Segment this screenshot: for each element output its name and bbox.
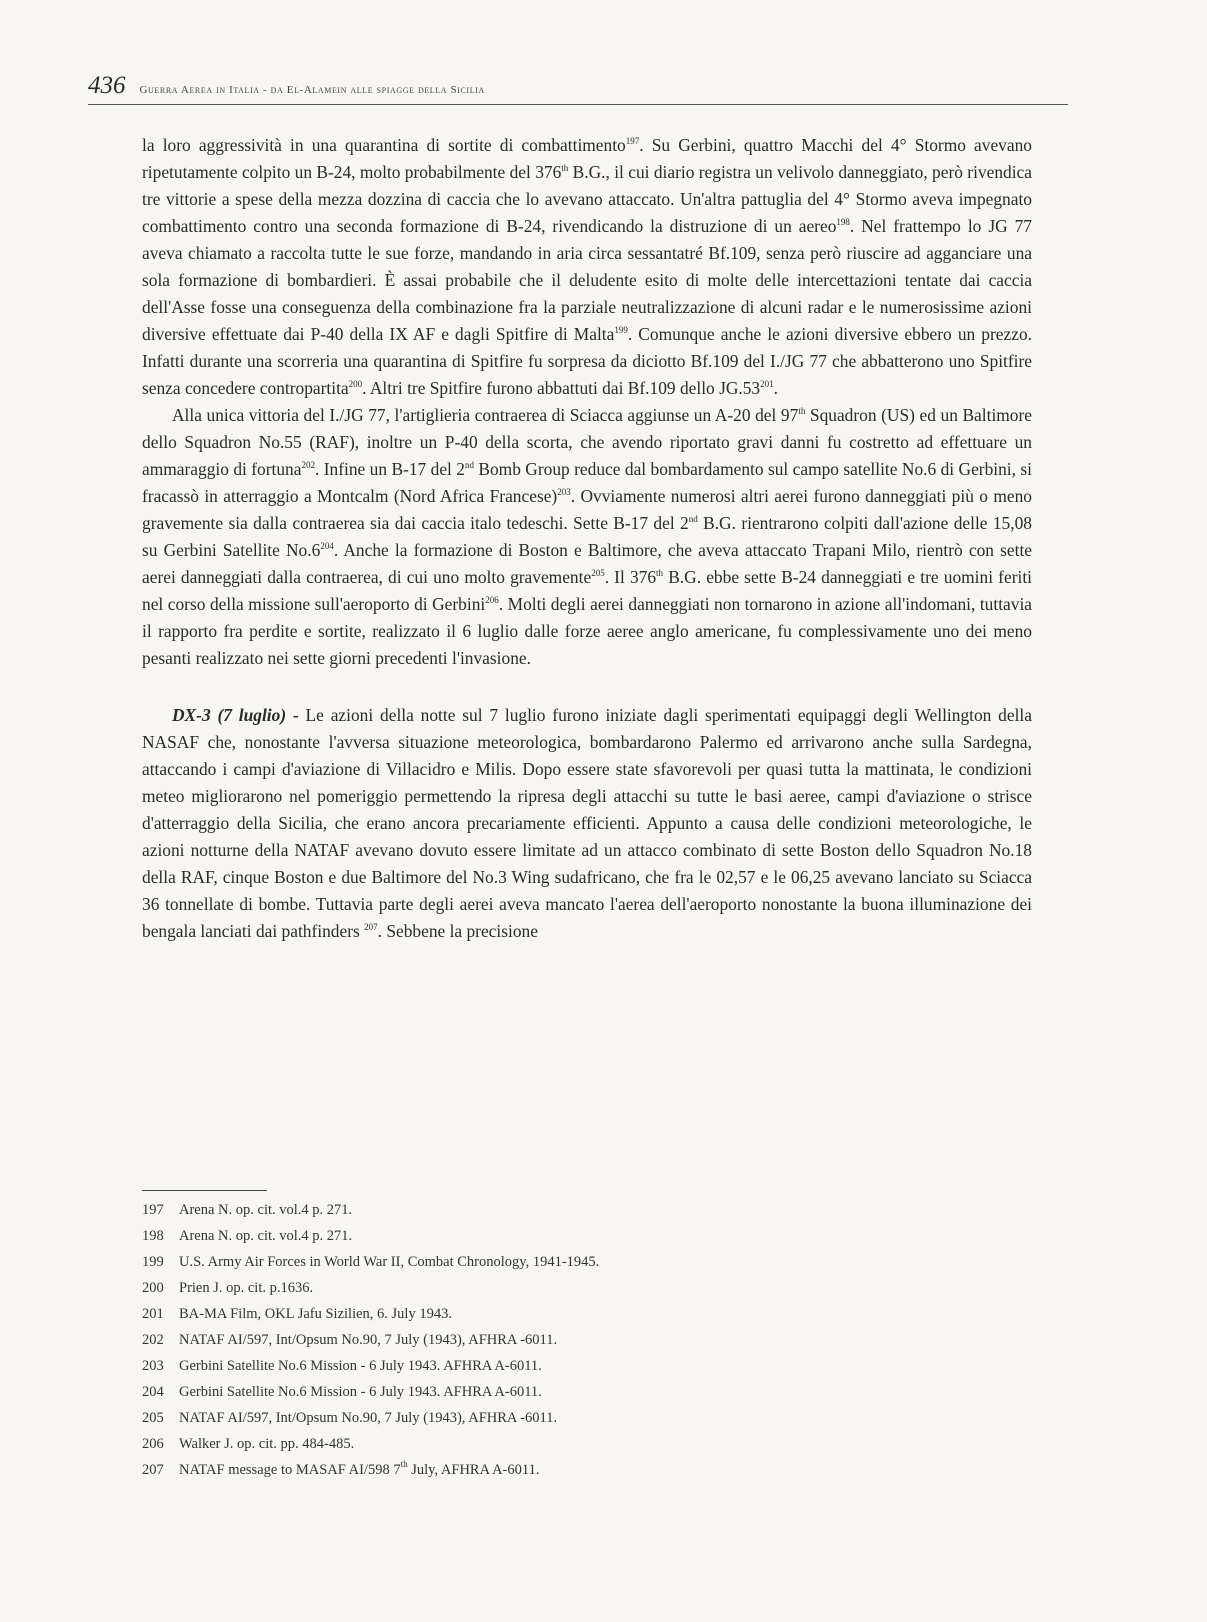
text-run: B.G., il cui diario registra un velivolo danneggiato, però rivendica tre vittorie a spese della mezza dozzina di caccia che lo avevano attaccato. Un'altra pattuglia del 4° Stormo aveva impegnato combattimento contro una seconda formazione di B-24, rivendicando la distruzione di un aereo [142,162,1032,236]
body-text [142,132,1032,945]
text-run: B.G. ebbe sette B-24 danneggiati e tre uomini feriti nel corso della missione sull'aeroporto di Gerbini [142,567,1032,614]
footnote [142,1275,1042,1301]
footnote [142,1405,1042,1431]
running-head [88,72,1068,105]
footnote-ref: 197 [625,136,640,146]
footnote-ref: 202 [301,460,315,470]
ordinal-suffix: nd [688,514,698,524]
footnote-text: Walker J. op. cit. pp. 484-485. [179,1436,355,1452]
footnote-ref: 201 [760,379,774,389]
paragraph-1 [142,132,1032,402]
text-run: la loro aggressività in una quarantina di sortite di combattimento [142,135,626,155]
text-run: . Comunque anche le azioni diversive ebbero un prezzo. Infatti durante una scorreria una quarantina di Spitfire fu sorpresa da diciotto Bf.109 del I./JG 77 che abbatterono uno Spitfire senza concedere contropartita [142,324,1032,398]
paragraph-2 [142,402,1032,672]
footnote-text: Prien J. op. cit. p.1636. [179,1280,314,1296]
footnote-number: 197 [142,1202,164,1218]
footnote-number: 206 [142,1436,164,1452]
footnote-number: 200 [142,1280,164,1296]
footnote-rule [142,1190,267,1191]
ordinal-suffix: th [798,406,806,416]
footnote [142,1379,1042,1405]
text-run: . Ovviamente numerosi altri aerei furono danneggiati più o meno gravemente sia dalla contraerea sia dai caccia italo tedeschi. Sette B-17 del 2 [142,486,1032,533]
footnote-ref: 198 [836,217,850,227]
text-run: . Infine un B-17 del 2 [314,459,465,479]
footnote-text: Gerbini Satellite No.6 Mission - 6 July 1943. AFHRA A-6011. [179,1358,542,1374]
footnote-text: Arena N. op. cit. vol.4 p. 271. [179,1202,353,1218]
footnote-ref: 204 [320,541,334,551]
footnote-ref: 207 [364,922,378,932]
footnote [142,1249,1042,1275]
text-run: Le azioni della notte sul 7 luglio furono iniziate dagli sperimentati equipaggi degli Wellington della NASAF che, nonostante l'avversa situazione meteorologica, bombardarono Palermo ed arrivarono anche sulla Sardegna, attaccando i campi d'aviazione di Villacidro e Milis. Dopo essere state sfavorevoli per quasi tutta la mattinata, le condizioni meteo migliorarono nel pomeriggio permettendo la ripresa degli attacchi su tutte le basi aeree, campi d'aviazione o strisce d'atterraggio della Sicilia, che erano ancora precariamente efficienti. Appunto a causa delle condizioni meteorologiche, le azioni notturne della NATAF avevano dovuto essere limitate ad un attacco combinato di sette Boston dello Squadron No.18 della RAF, cinque Boston e due Baltimore del No.3 Wing sudafricano, che fra le 02,57 e le 06,25 avevano lanciato su Sciacca 36 tonnellate di bombe. Tuttavia parte degli aerei aveva mancato l'aerea dell'aeroporto nonostante la buona illuminazione dei bengala lanciati dai pathfinders [142,705,1032,941]
footnotes [142,1190,1042,1483]
footnote-ref: 205 [591,568,605,578]
footnote-ref: 199 [614,325,628,335]
text-run: Alla unica vittoria del I./JG 77, l'artiglieria contraerea di Sciacca aggiunse un A-20 del 97 [172,405,799,425]
footnote [142,1457,1042,1483]
footnote-text: July, AFHRA A-6011. [407,1462,540,1478]
text-run: . Sebbene la precisione [377,921,538,941]
ordinal-suffix: th [400,1459,408,1469]
footnote-text: NATAF AI/597, Int/Opsum No.90, 7 July (1943), AFHRA -6011. [179,1332,558,1348]
footnote-number: 202 [142,1332,164,1348]
ordinal-suffix: th [656,568,664,578]
footnote [142,1223,1042,1249]
footnote-ref: 203 [557,487,571,497]
paragraph-3 [142,702,1032,945]
page-number: 436 [88,72,126,99]
text-run: . Nel frattempo lo JG 77 aveva chiamato a raccolta tutte le sue forze, mandando in aria circa sessantatré Bf.109, senza però riuscire ad agganciare una sola formazione di bombardieri. È assai probabile che il deludente esito di molte delle intercettazioni tentate dai caccia dell'Asse fosse una conseguenza della combinazione fra la parziale neutralizzazione di alcuni radar e le numerosissime azioni diversive effettuate dai P-40 della IX AF e dagli Spitfire di Malta [142,216,1032,344]
text-run: . Su Gerbini, quattro Macchi del 4° Stormo avevano ripetutamente colpito un B-24, molto probabilmente del 376 [142,135,1032,182]
text-run: . Altri tre Spitfire furono abbattuti dai Bf.109 dello JG.53 [362,378,761,398]
footnote-number: 201 [142,1306,164,1322]
footnote-number: 198 [142,1228,164,1244]
text-run: B.G. rientrarono colpiti dall'azione delle 15,08 su Gerbini Satellite No.6 [142,513,1032,560]
footnote [142,1353,1042,1379]
footnote-text: NATAF AI/597, Int/Opsum No.90, 7 July (1943), AFHRA -6011. [179,1410,558,1426]
footnote-number: 203 [142,1358,164,1374]
footnote-number: 205 [142,1410,164,1426]
footnote-text: U.S. Army Air Forces in World War II, Combat Chronology, 1941-1945. [179,1254,600,1270]
section-label: DX-3 (7 luglio) - [172,705,299,725]
ordinal-suffix: th [561,163,569,173]
footnote-ref: 200 [348,379,363,389]
footnote-text: NATAF message to MASAF AI/598 7 [179,1462,401,1478]
footnote-text: BA-MA Film, OKL Jafu Sizilien, 6. July 1943. [179,1306,452,1322]
text-run: Bomb Group reduce dal bombardamento sul campo satellite No.6 di Gerbini, si fracassò in atterraggio a Montcalm (Nord Africa Francese) [142,459,1032,506]
text-run: . Il 376 [604,567,657,587]
footnote [142,1431,1042,1457]
footnote-number: 204 [142,1384,164,1400]
footnote-text: Arena N. op. cit. vol.4 p. 271. [179,1228,353,1244]
footnote [142,1197,1042,1223]
footnote-ref: 206 [485,595,499,605]
footnote-number: 199 [142,1254,164,1270]
running-title: Guerra Aerea in Italia - da El-Alamein alle spiagge della Sicilia [139,84,485,96]
text-run: Squadron (US) ed un Baltimore dello Squadron No.55 (RAF), inoltre un P-40 della scorta, che avendo riportato gravi danni fu costretto ad effettuare un ammaraggio di fortuna [142,405,1033,479]
footnote-number: 207 [142,1462,164,1478]
text-run: . [773,378,778,398]
footnote [142,1327,1042,1353]
footnote-text: Gerbini Satellite No.6 Mission - 6 July 1943. AFHRA A-6011. [179,1384,542,1400]
footnote [142,1301,1042,1327]
ordinal-suffix: nd [464,460,474,470]
text-run: . Molti degli aerei danneggiati non tornarono in azione all'indomani, tuttavia il rapporto fra perdite e sortite, realizzato il 6 luglio dalle forze aeree anglo americane, fu complessivamente uno dei meno pesanti realizzato nei sette giorni precedenti l'invasione. [142,594,1032,668]
text-run: . Anche la formazione di Boston e Baltimore, che aveva attaccato Trapani Milo, rientrò con sette aerei danneggiati dalla contraerea, di cui uno molto gravemente [142,540,1033,587]
